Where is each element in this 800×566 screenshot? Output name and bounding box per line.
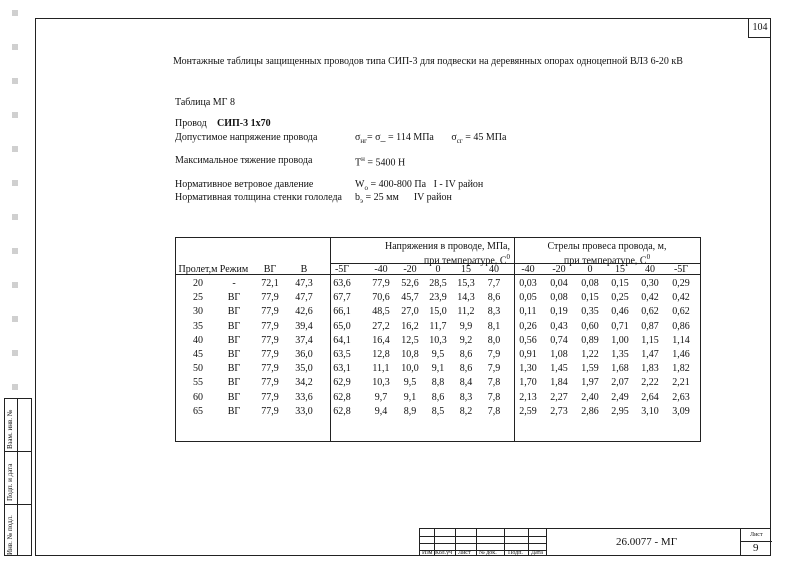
sag-tension-table: [175, 237, 701, 442]
table-cell: 11,7: [429, 320, 447, 332]
table-cell: 2,07: [611, 377, 629, 389]
table-cell: 9,4: [374, 405, 388, 417]
table-cell: 8,2: [459, 405, 473, 417]
table-cell: ВГ: [227, 292, 241, 304]
table-cell: 52,6: [401, 278, 419, 289]
table-cell: 0,15: [611, 278, 629, 289]
table-cell: 39,4: [295, 320, 313, 332]
table-cell: 8,4: [459, 377, 473, 389]
table-cell: 7,8: [487, 377, 501, 389]
table-cell: 8,0: [487, 334, 501, 346]
table-cell: 1,82: [672, 363, 690, 375]
table-header-cell: 0: [435, 264, 441, 275]
table-cell: 15,3: [457, 278, 475, 289]
table-cell: 1,68: [611, 363, 629, 375]
ice-value: $b_э = 25$ мм IV район: [355, 192, 452, 205]
table-cell: 27,2: [372, 320, 390, 332]
tension-label: Максимальное тяжение провода: [175, 155, 313, 166]
sag-group-line2: при температуре, $С^0$: [563, 253, 651, 267]
table-cell: 25: [193, 292, 203, 304]
table-cell: 16,4: [372, 334, 390, 346]
table-cell: 0,71: [611, 320, 629, 332]
table-cell: 10,0: [401, 363, 419, 375]
table-cell: 8,8: [431, 377, 445, 389]
table-cell: 62,8: [333, 405, 351, 417]
side-stamp-sign-label: Подп. и дата: [6, 463, 14, 501]
table-cell: 3,10: [641, 405, 659, 417]
margin-ticks: [12, 10, 18, 400]
table-cell: 48,5: [372, 306, 390, 318]
table-cell: 2,86: [581, 405, 599, 417]
page-number: 9: [753, 542, 759, 554]
table-cell: 45: [193, 349, 203, 360]
side-stamp-inv-label: Инв. № подл.: [6, 515, 14, 555]
table-cell: 0,35: [581, 306, 599, 318]
table-cell: 12,8: [372, 349, 390, 360]
table-cell: 47,7: [295, 292, 313, 304]
wind-label: Нормативное ветровое давление: [175, 179, 314, 190]
stress-group-line2: при температуре, $С^0$: [423, 253, 510, 267]
table-cell: 28,5: [429, 278, 447, 289]
table-cell: 0,42: [672, 292, 690, 304]
sag-group-header: [514, 241, 700, 266]
table-cell: 15,0: [429, 306, 447, 318]
table-cell: 1,46: [672, 349, 690, 360]
table-cell: 2,27: [550, 391, 568, 403]
table-cell: 70,6: [372, 292, 390, 304]
table-cell: 1,97: [581, 377, 599, 389]
table-cell: ВГ: [227, 377, 241, 389]
table-cell: ВГ: [227, 391, 241, 403]
table-cell: 7,7: [487, 278, 501, 289]
table-cell: 0,42: [641, 292, 659, 304]
table-cell: 66,1: [333, 306, 351, 318]
sheet-number: 104: [748, 18, 771, 38]
table-cell: 7,8: [487, 405, 501, 417]
table-cell: 9,5: [403, 377, 417, 389]
table-cell: 8,5: [431, 405, 445, 417]
table-cell: 55: [193, 377, 203, 389]
table-cell: 0,87: [641, 320, 659, 332]
table-cell: 8,3: [459, 391, 473, 403]
table-cell: 2,63: [672, 391, 690, 403]
table-cell: 0,43: [550, 320, 568, 332]
table-cell: 0,89: [581, 334, 599, 346]
table-cell: 0,29: [672, 278, 690, 289]
table-cell: 2,13: [519, 391, 537, 403]
ice-label: Нормативная толщина стенки гололеда: [175, 192, 342, 203]
wire-label: Провод: [175, 118, 207, 129]
table-header-cell: -5Г: [334, 264, 350, 275]
table-cell: 8,6: [459, 349, 473, 360]
table-header-cell: -20: [403, 264, 417, 275]
table-cell: 0,62: [672, 306, 690, 318]
table-cell: 9,2: [459, 334, 473, 346]
table-cell: 77,9: [261, 405, 279, 417]
table-cell: 0,91: [519, 349, 537, 360]
table-cell: 8,6: [459, 363, 473, 375]
tb-col-podp: Подп.: [508, 550, 523, 556]
table-cell: 50: [193, 363, 203, 375]
table-cell: 77,9: [261, 363, 279, 375]
title-block: [419, 528, 771, 556]
table-cell: 1,35: [611, 349, 629, 360]
table-cell: 77,9: [261, 320, 279, 332]
table-cell: 72,1: [261, 278, 279, 289]
table-cell: 10,3: [372, 377, 390, 389]
table-cell: 0,05: [519, 292, 537, 304]
table-cell: 0,26: [519, 320, 537, 332]
table-cell: ВГ: [227, 334, 241, 346]
table-header-cell: В: [300, 264, 308, 275]
table-cell: 40: [193, 334, 203, 346]
table-cell: 0,03: [519, 278, 537, 289]
wind-value: $W_о = 400-800$ Па I - IV район: [355, 179, 484, 192]
table-cell: 33,0: [295, 405, 313, 417]
side-stamp-replace-label: Взам. инв. №: [6, 409, 14, 449]
table-header-cell: 15: [615, 264, 625, 275]
table-cell: 2,95: [611, 405, 629, 417]
table-cell: 23,9: [429, 292, 447, 304]
table-cell: 67,7: [333, 292, 351, 304]
table-cell: 0,62: [641, 306, 659, 318]
table-cell: 77,9: [261, 306, 279, 318]
table-cell: 62,9: [333, 377, 351, 389]
table-cell: 77,9: [261, 377, 279, 389]
table-cell: 1,15: [641, 334, 659, 346]
table-cell: 2,22: [641, 377, 659, 389]
table-cell: 10,3: [429, 334, 447, 346]
table-cell: ВГ: [227, 306, 241, 318]
table-cell: 62,8: [333, 391, 351, 403]
table-cell: 0,19: [550, 306, 568, 318]
table-cell: 8,1: [487, 320, 501, 332]
table-header-cell: Пролет,м: [178, 264, 218, 275]
table-cell: 11,1: [372, 363, 390, 375]
side-stamp: [4, 398, 32, 556]
table-cell: 0,56: [519, 334, 537, 346]
table-cell: 63,6: [333, 278, 351, 289]
table-cell: 7,9: [487, 349, 501, 360]
table-cell: 35: [193, 320, 203, 332]
table-cell: 1,45: [550, 363, 568, 375]
table-cell: 0,08: [550, 292, 568, 304]
table-cell: 8,6: [431, 391, 445, 403]
table-cell: 64,1: [333, 334, 351, 346]
table-cell: 60: [193, 391, 203, 403]
table-cell: 33,6: [295, 391, 313, 403]
table-header-cell: Режим: [219, 264, 249, 275]
table-header-cell: -5Г: [673, 264, 689, 275]
page-title: Монтажные таблицы защищенных проводов типа СИП-3 для подвески на деревянных опорах одноцепной ВЛЗ 6-20 кВ: [173, 56, 683, 67]
table-cell: 2,21: [672, 377, 690, 389]
tb-col-izm: Изм: [422, 550, 433, 556]
tb-col-list: Лист: [458, 550, 471, 556]
table-cell: 8,9: [403, 405, 417, 417]
table-cell: 9,1: [431, 363, 445, 375]
table-cell: 9,9: [459, 320, 473, 332]
table-cell: 2,73: [550, 405, 568, 417]
table-cell: ВГ: [227, 405, 241, 417]
table-cell: 1,70: [519, 377, 537, 389]
stress-label: Допустимое напряжение провода: [175, 132, 318, 143]
table-cell: 45,7: [401, 292, 419, 304]
table-label: Таблица МГ 8: [175, 97, 235, 108]
table-cell: 65,0: [333, 320, 351, 332]
table-cell: 12,5: [401, 334, 419, 346]
tb-col-ndoc: № док.: [479, 550, 497, 556]
table-cell: 1,47: [641, 349, 659, 360]
table-cell: 0,04: [550, 278, 568, 289]
table-header-cell: -40: [521, 264, 535, 275]
table-cell: 1,83: [641, 363, 659, 375]
table-header-cell: 40: [645, 264, 655, 275]
tb-col-data: Дата: [531, 550, 543, 556]
table-cell: 1,30: [519, 363, 537, 375]
table-cell: 1,22: [581, 349, 599, 360]
stress-value: $\sigma_{нг}=$ σ_ = 114 МПа $\sigma_{сг} = 45$ МПа: [355, 132, 507, 145]
table-cell: 36,0: [295, 349, 313, 360]
table-cell: 0,74: [550, 334, 568, 346]
table-cell: 3,09: [672, 405, 690, 417]
table-cell: 1,84: [550, 377, 568, 389]
sheet-label: Лист: [750, 532, 763, 538]
table-cell: 63,1: [333, 363, 351, 375]
table-cell: 77,9: [261, 391, 279, 403]
table-cell: 9,5: [431, 349, 445, 360]
table-header-cell: 0: [587, 264, 593, 275]
table-cell: 47,3: [295, 278, 313, 289]
table-cell: 20: [193, 278, 203, 289]
table-header-cell: 40: [489, 264, 499, 275]
tension-value: $T^н = 5400$ Н: [355, 155, 406, 169]
table-cell: 0,30: [641, 278, 659, 289]
table-cell: 16,2: [401, 320, 419, 332]
table-cell: 34,2: [295, 377, 313, 389]
table-cell: 77,9: [261, 292, 279, 304]
sag-group-line1: Стрелы провеса провода, м,: [547, 241, 667, 252]
tb-col-koluch: Кол.уч: [435, 550, 453, 556]
doc-code: 26.0077 - МГ: [616, 536, 678, 548]
table-cell: 42,6: [295, 306, 313, 318]
table-cell: 0,08: [581, 278, 599, 289]
table-cell: 77,9: [372, 278, 390, 289]
table-cell: ВГ: [227, 363, 241, 375]
table-cell: 0,86: [672, 320, 690, 332]
table-cell: 65: [193, 405, 203, 417]
table-cell: 11,2: [457, 306, 475, 318]
stress-group-header: [330, 241, 514, 266]
table-cell: 7,8: [487, 391, 501, 403]
table-cell: 7,9: [487, 363, 501, 375]
table-cell: 10,8: [401, 349, 419, 360]
table-cell: 2,40: [581, 391, 599, 403]
table-cell: 2,59: [519, 405, 537, 417]
table-cell: 8,3: [487, 306, 501, 318]
table-cell: 77,9: [261, 349, 279, 360]
table-cell: 27,0: [401, 306, 419, 318]
table-header-cell: -20: [552, 264, 566, 275]
table-cell: ВГ: [227, 349, 241, 360]
table-cell: 30: [193, 306, 203, 318]
table-cell: ВГ: [227, 320, 241, 332]
table-cell: 0,25: [611, 292, 629, 304]
table-cell: 0,60: [581, 320, 599, 332]
table-cell: 2,64: [641, 391, 659, 403]
table-cell: 0,11: [519, 306, 537, 318]
table-cell: 9,7: [374, 391, 388, 403]
table-cell: 0,15: [581, 292, 599, 304]
table-cell: 2,49: [611, 391, 629, 403]
table-cell: 37,4: [295, 334, 313, 346]
table-cell: 1,00: [611, 334, 629, 346]
table-cell: -: [232, 278, 236, 289]
table-cell: 1,14: [672, 334, 690, 346]
table-header-cell: ВГ: [263, 264, 277, 275]
table-header-cell: -40: [374, 264, 388, 275]
table-cell: 0,46: [611, 306, 629, 318]
table-cell: 1,08: [550, 349, 568, 360]
table-cell: 77,9: [261, 334, 279, 346]
table-cell: 9,1: [403, 391, 417, 403]
table-cell: 63,5: [333, 349, 351, 360]
table-cell: 1,59: [581, 363, 599, 375]
stress-group-line1: Напряжения в проводе, МПа,: [384, 241, 510, 252]
table-cell: 35,0: [295, 363, 313, 375]
wire-value: СИП-3 1х70: [217, 118, 271, 129]
table-cell: 14,3: [457, 292, 475, 304]
table-header-cell: 15: [461, 264, 471, 275]
table-cell: 8,6: [487, 292, 501, 304]
